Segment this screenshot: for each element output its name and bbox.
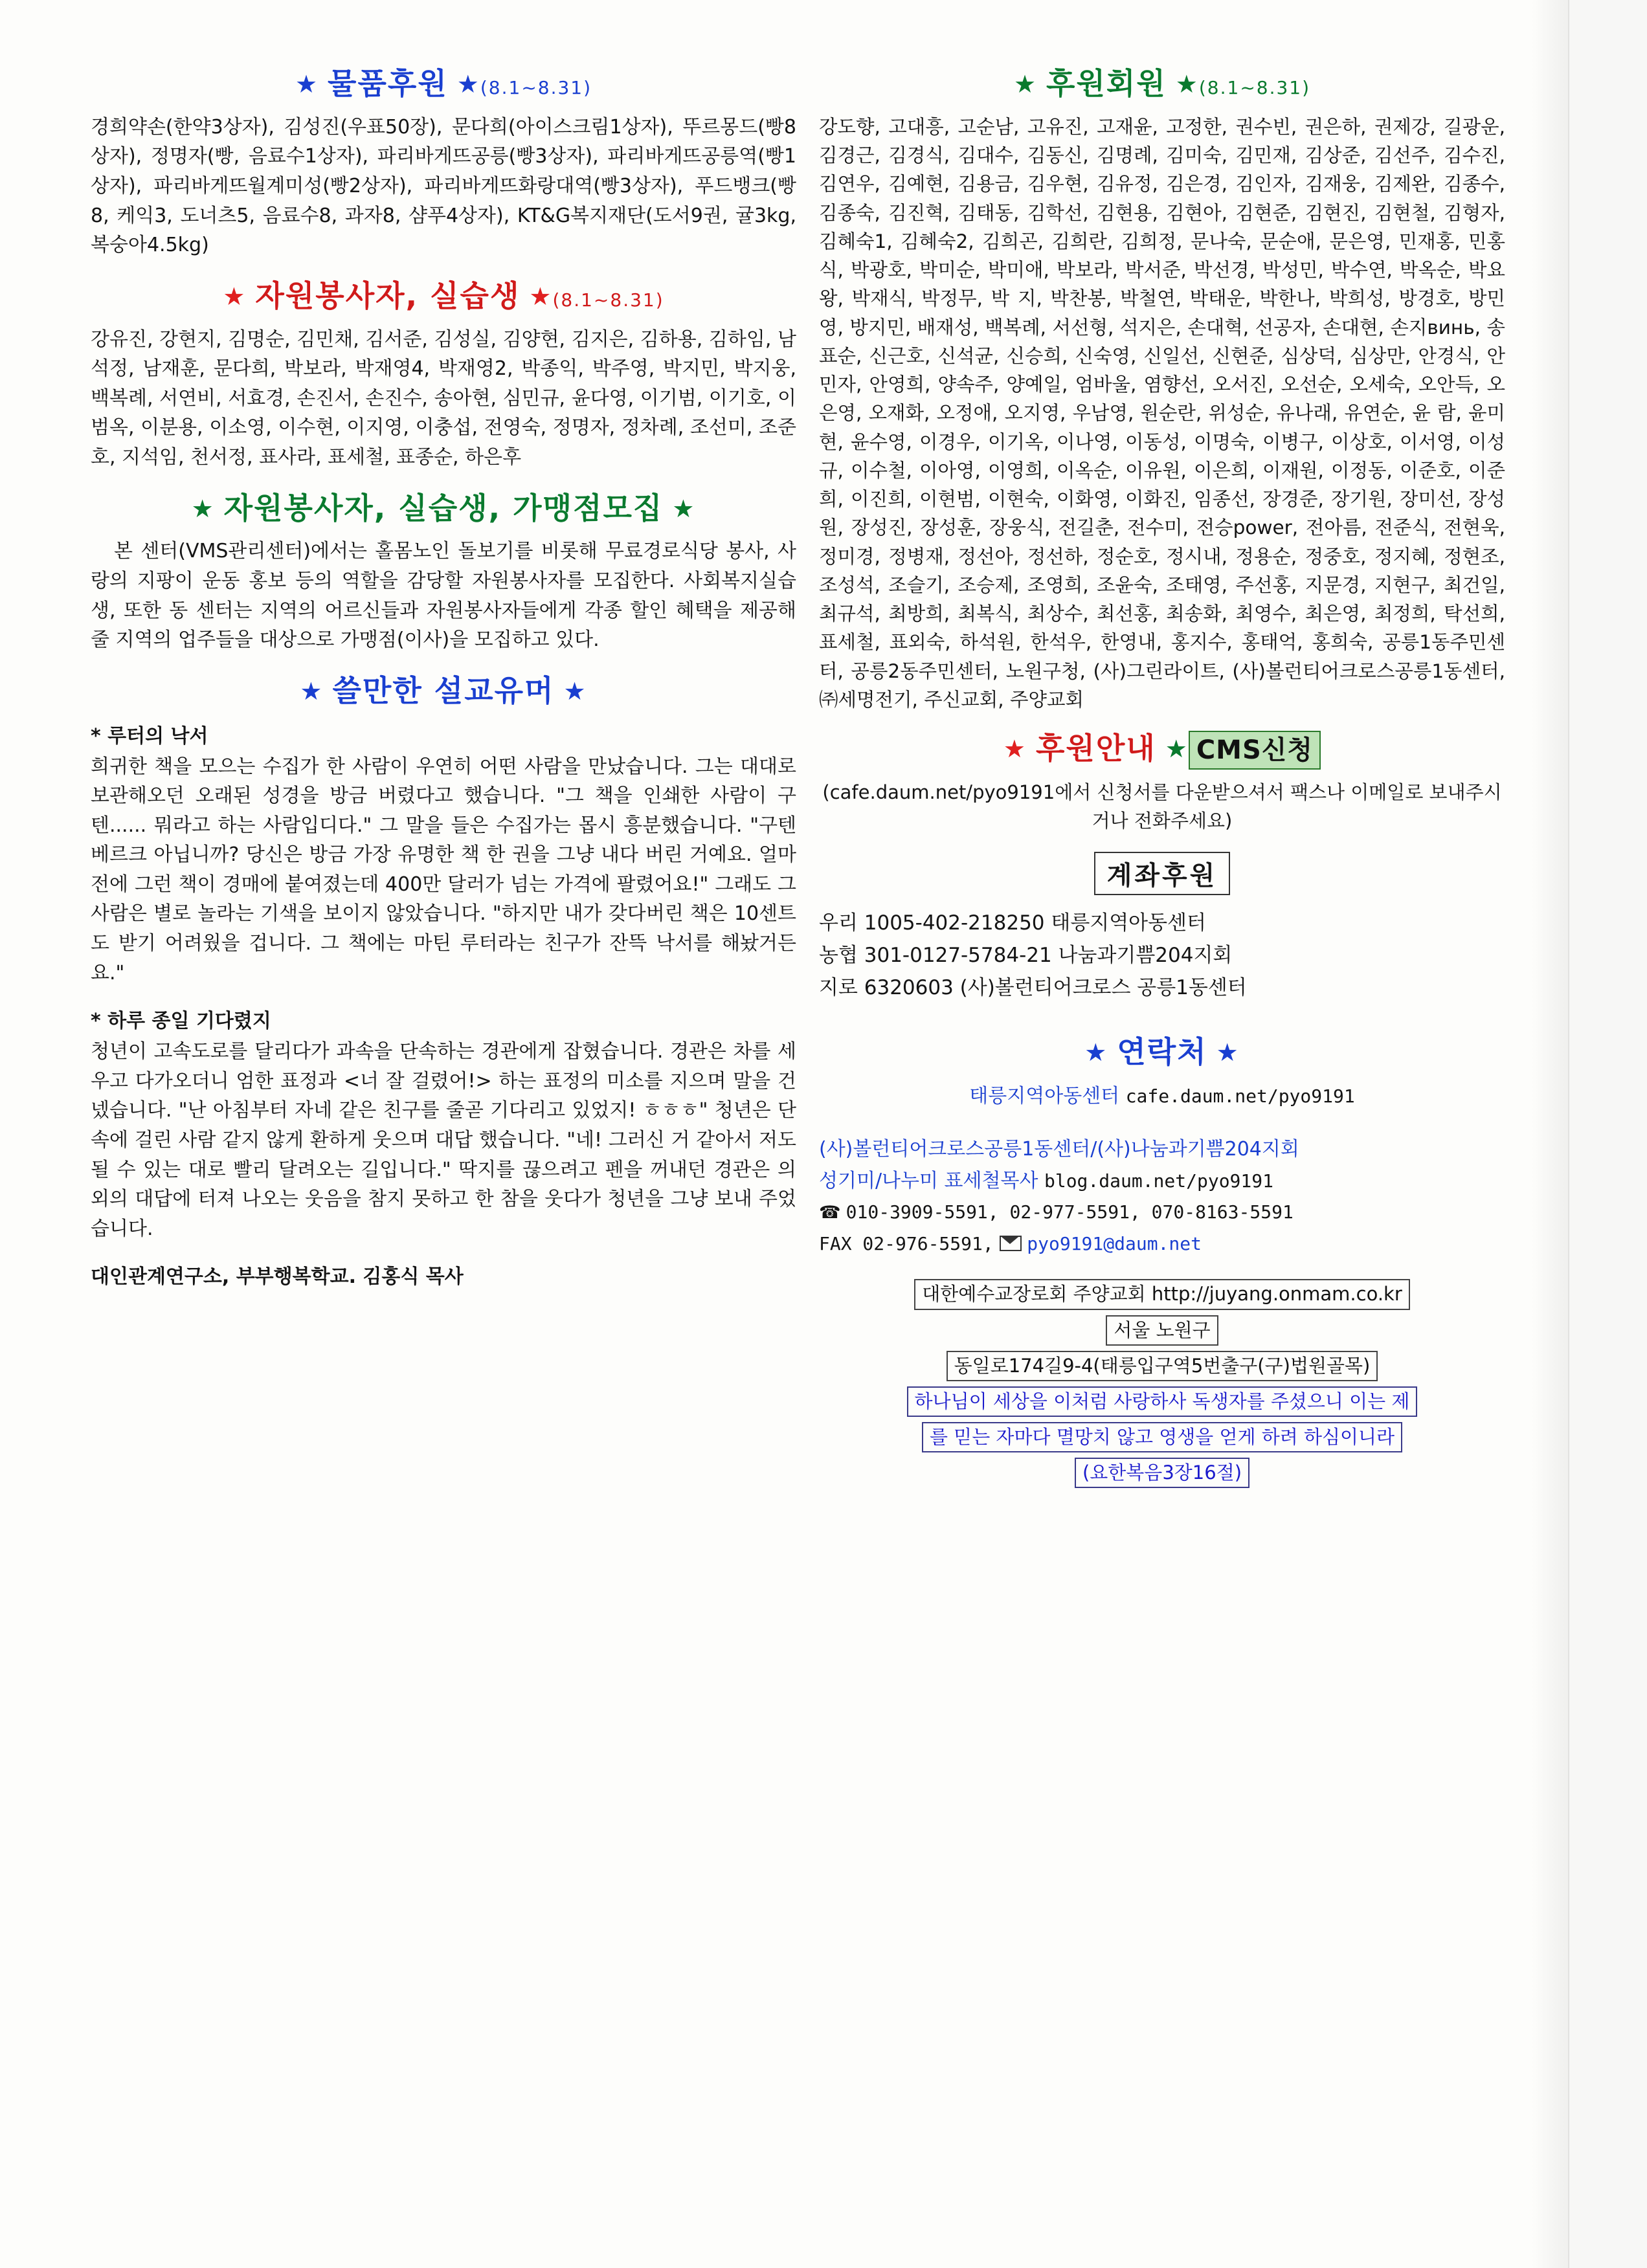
- star-icon: ★: [672, 494, 696, 523]
- footer-church-line[interactable]: 대한예수교장로회 주양교회 http://juyang.onmam.co.kr: [914, 1279, 1410, 1309]
- volunteers-dates: (8.1~8.31): [552, 289, 664, 311]
- star-icon: ★: [1013, 70, 1038, 98]
- footer-church-block: [819, 1279, 1505, 1493]
- humor-item2-title: * 하루 종일 기다렸지: [91, 1010, 271, 1033]
- star-icon: ★: [529, 282, 553, 311]
- star-icon: ★: [456, 70, 480, 98]
- contact-org-line: (사)볼런티어크로스공릉1동센터/(사)나눔과기쁨204지회: [819, 1138, 1299, 1161]
- volunteers-title: 자원봉사자, 실습생: [255, 278, 521, 313]
- account-support-badge: 계좌후원: [1094, 852, 1231, 895]
- section-header-recruit: [91, 489, 796, 528]
- star-icon: ★: [191, 494, 215, 523]
- account-badge-wrap: [819, 852, 1505, 895]
- contact-cafe-url[interactable]: cafe.daum.net/pyo9191: [1125, 1085, 1355, 1107]
- goods-support-title: 물품후원: [328, 66, 448, 101]
- cms-application-badge[interactable]: CMS신청: [1189, 731, 1321, 770]
- phone-icon: ☎: [819, 1203, 841, 1223]
- humor-item1-body: 희귀한 책을 모으는 수집가 한 사람이 우연히 어떤 사람을 만났습니다. 그는 대대로 보관해오던 오래된 성경을 방금 버렸다고 했습니다. "그 책을 인쇄한 사람이 구텐...... 뭐라고 하는 사람입디다." 그 말을 들은 수집가는 몹시 흥분했습니다. "구텐베르크 아닙니까? 당신은 방금 가장 유명한 책 한 권을 그냥 내다 버린 거예요. 얼마 전에 그런 책이 경매에 붙여졌는데 400만 달러가 넘는 가격에 팔렸어요!" 그래도 그 사람은 별로 놀라는 기색을 보이지 않았습니다. "하지만 내가 갖다버린 책은 10센트도 받기 어려웠을 겁니다. 그 책에는 마틴 루터라는 친구가 잔뜩 낙서를 해놨거든요.": [91, 755, 796, 984]
- members-title: 후원회원: [1046, 66, 1167, 101]
- account-line: 농협 301-0127-5784-21 나눔과기쁨204지회: [819, 944, 1233, 968]
- section-header-volunteers: [91, 277, 796, 316]
- contact-email[interactable]: pyo9191@daum.net: [1027, 1232, 1202, 1254]
- humor-title: 쓸만한 설교유머: [332, 673, 555, 708]
- recruit-body: 본 센터(VMS관리센터)에서는 홀몸노인 돌보기를 비롯해 무료경로식당 봉사, 사랑의 지팡이 운동 홍보 등의 역할을 감당할 자원봉사자를 모집한다. 사회복지실습생, 또한 동 센터는 지역의 어르신들과 자원봉사자들에게 각종 할인 혜택을 제공해 줄 지역의 업주들을 대상으로 가맹점(이사)을 모집하고 있다.: [91, 540, 796, 652]
- volunteers-body: 강유진, 강현지, 김명순, 김민채, 김서준, 김성실, 김양현, 김지은, 김하용, 김하임, 남석정, 남재훈, 문다희, 박보라, 박재영4, 박재영2, 박종익, 박주영, 박지민, 박지웅, 백복례, 서연비, 서효경, 손진서, 손진수, 송아현, 심민규, 윤다영, 이기범, 이기호, 이범옥, 이분용, 이소영, 이수현, 이지영, 이충섭, 전영숙, 정명자, 정차례, 조선미, 조준호, 지석임, 천서정, 표사라, 표세철, 표종순, 하은후: [91, 328, 796, 469]
- humor-item1-title: * 루터의 낙서: [91, 724, 208, 748]
- footer-verse-line: 하나님이 세상을 이처럼 사랑하사 독생자를 주셨으니 이는 제: [907, 1386, 1418, 1417]
- goods-support-body: 경희약손(한약3상자), 김성진(우표50장), 문다희(아이스크림1상자), 뚜르몽드(빵8상자), 정명자(빵, 음료수1상자), 파리바게뜨공릉(빵3상자), 파리바게뜨공릉역(빵1상자), 파리바게뜨월계미성(빵2상자), 파리바게뜨화랑대역(빵3상자), 푸드뱅크(빵8, 케익3, 도너츠5, 음료수8, 과자8, 샴푸4상자), KT&G복지재단(도서9권, 귤3kg, 복숭아4.5kg): [91, 115, 796, 257]
- mail-icon: [1000, 1236, 1022, 1251]
- footer-verse-reference: (요한복음3장16절): [1075, 1458, 1249, 1488]
- contact-fax-number: FAX 02-976-5591,: [819, 1232, 994, 1254]
- right-column: [819, 65, 1505, 1493]
- support-guide-note: (cafe.daum.net/pyo9191에서 신청서를 다운받으셔서 팩스나 이메일로 보내주시거나 전화주세요): [822, 781, 1502, 832]
- star-icon: ★: [563, 676, 587, 706]
- star-icon: ★: [295, 70, 319, 98]
- section-header-contact: [819, 1033, 1505, 1072]
- contact-phone-numbers: 010-3909-5591, 02-977-5591, 070-8163-5591: [846, 1201, 1294, 1223]
- support-guide-title: 후원안내: [1036, 731, 1156, 766]
- contact-title: 연락처: [1117, 1034, 1207, 1069]
- star-icon: ★: [1175, 70, 1199, 98]
- contact-blog-url[interactable]: blog.daum.net/pyo9191: [1044, 1170, 1273, 1192]
- section-header-support-guide: [819, 729, 1505, 770]
- contact-fax-line: [819, 1228, 1505, 1260]
- section-header-goods-support: [91, 65, 796, 104]
- section-header-humor: [91, 672, 796, 711]
- humor-item2-body: 청년이 고속도로를 달리다가 과속을 단속하는 경관에게 잡혔습니다. 경관은 차를 세우고 다가오더니 엄한 표정과 <너 잘 걸렸어!> 하는 표정의 미소를 지으며 말을 건넸습니다. "난 아침부터 자네 같은 친구를 줄곧 기다리고 있었지! ㅎㅎㅎ" 청년은 단속에 걸린 사람 같지 않게 환하게 웃으며 대답 했습니다. "네! 그러신 거 같아서 저도 될 수 있는 대로 빨리 달려오는 길입니다." 딱지를 끊으려고 펜을 꺼내던 경관은 의외의 대답에 터져 나오는 웃음을 참지 못하고 한 참을 웃다가 청년을 그냥 보내 주었습니다.: [91, 1040, 796, 1240]
- footer-city-line: 서울 노원구: [1106, 1315, 1218, 1346]
- humor-source: 대인관계연구소, 부부행복학교. 김홍식 목사: [91, 1265, 464, 1289]
- footer-address-line: 동일로174길9-4(태릉입구역5번출구(구)법원골목): [947, 1351, 1378, 1381]
- contact-phone-line: [819, 1197, 1505, 1228]
- star-icon: ★: [1003, 735, 1027, 764]
- goods-support-dates: (8.1~8.31): [480, 77, 592, 98]
- star-icon: ★: [1165, 735, 1189, 764]
- account-line: 우리 1005-402-218250 태릉지역아동센터: [819, 911, 1206, 935]
- contact-person: 성기미/나누미 표세철목사: [819, 1169, 1038, 1192]
- star-icon: ★: [223, 282, 247, 311]
- contact-center-line: [819, 1081, 1505, 1113]
- footer-verse-line: 를 믿는 자마다 멸망치 않고 영생을 얻게 하려 하심이니라: [922, 1422, 1402, 1452]
- contact-center-name: 태릉지역아동센터: [969, 1084, 1120, 1107]
- star-icon: ★: [1084, 1038, 1108, 1067]
- left-column: [91, 65, 796, 1293]
- star-icon: ★: [1216, 1038, 1240, 1067]
- members-body: 강도향, 고대흥, 고순남, 고유진, 고재윤, 고정한, 권수빈, 권은하, 권제강, 길광운, 김경근, 김경식, 김대수, 김동신, 김명례, 김미숙, 김민재, 김상준, 김선주, 김수진, 김연우, 김예현, 김용금, 김우현, 김유정, 김은경, 김인자, 김재웅, 김제완, 김종수, 김종숙, 김진혁, 김태동, 김학선, 김현용, 김현아, 김현준, 김현진, 김현철, 김형자, 김혜숙1, 김혜숙2, 김희곤, 김희란, 김희정, 문나숙, 문순애, 문은영, 민재홍, 민홍식, 박광호, 박미순, 박미애, 박보라, 박서준, 박선경, 박성민, 박수연, 박옥순, 박요왕, 박재식, 박정무, 박 지, 박찬봉, 박철연, 박태운, 박한나, 박희성, 방경호, 방민영, 방지민, 배재성, 백복례, 서선형, 석지은, 손대혁, 선공자, 손대현, 손지винь, 송표순, 신근호, 신석균, 신승희, 신숙영, 신일선, 신현준, 심상덕, 심상만, 안경식, 안민자, 안영희, 양속주, 양예일, 엄바울, 염향선, 오서진, 오선순, 오세숙, 오안득, 오은영, 오재화, 오정애, 오지영, 우남영, 원순란, 위성순, 유나래, 유연순, 윤 람, 윤미현, 윤수영, 이경우, 이기옥, 이나영, 이동성, 이명숙, 이병구, 이상호, 이서영, 이성규, 이수철, 이아영, 이영희, 이옥순, 이유원, 이은희, 이재원, 이정동, 이준호, 이준희, 이진희, 이현범, 이현숙, 이화영, 이화진, 임종선, 장경준, 장기원, 장미선, 장성원, 장성진, 장성훈, 장웅식, 전길춘, 전수미, 전승power, 전아름, 전준식, 전현욱, 정미경, 정병재, 정선아, 정선하, 정순호, 정시내, 정용순, 정중호, 정지혜, 정현조, 조성석, 조슬기, 조승제, 조영희, 조윤숙, 조태영, 주선홍, 지문경, 지현구, 최건일, 최규석, 최방희, 최복식, 최상수, 최선홍, 최송화, 최영수, 최은영, 최정희, 탁선희, 표세철, 표외숙, 하석원, 한석우, 한영내, 홍지수, 홍태억, 홍희숙, 공릉1동주민센터, 공릉2동주민센터, 노원구청, (사)그린라이트, (사)볼런티어크로스공릉1동센터, ㈜세명전기, 주신교회, 주양교회: [819, 115, 1505, 711]
- account-line: 지로 6320603 (사)볼런티어크로스 공릉1동센터: [819, 976, 1247, 1000]
- members-dates: (8.1~8.31): [1198, 77, 1311, 98]
- contact-blog-line: [819, 1166, 1505, 1197]
- section-header-members: [819, 65, 1505, 104]
- star-icon: ★: [300, 676, 324, 706]
- recruit-title: 자원봉사자, 실습생, 가맹점모집: [223, 490, 664, 526]
- page-right-edge: [1568, 0, 1647, 2268]
